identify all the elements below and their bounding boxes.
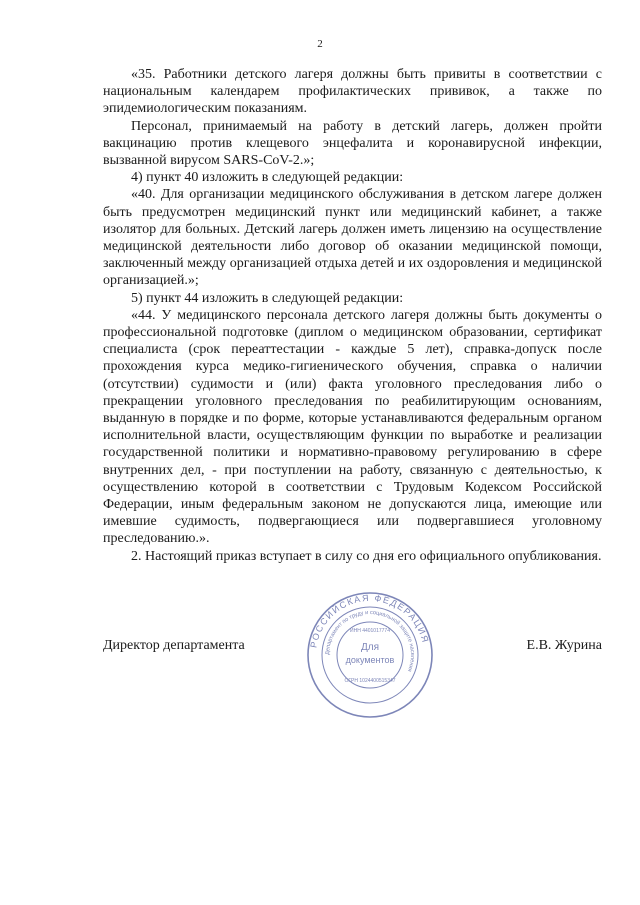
page-number: 2 bbox=[317, 38, 323, 50]
official-seal bbox=[305, 590, 435, 720]
seal-ogrn: ОГРН 1024400515347 bbox=[344, 678, 396, 684]
paragraph-40: «40. Для организации медицинского обслуживания в детском лагере должен быть предусмотрен медицинский пункт или медицинский кабинет, а также изолятор для больных. Детский лагерь должен иметь лицензию на осуществление медицинской деятельности либо договор об оказании медицинской помощи, заключенный между организацией отдыха детей и их оздоровления и медицинской организацией.»; bbox=[103, 187, 602, 289]
signer-title: Директор департамента bbox=[103, 638, 245, 653]
document-body bbox=[103, 66, 602, 565]
paragraph-44: «44. У медицинского персонала детского лагеря должны быть документы о профессиональной подготовке (диплом о медицинском образовании, сертификат специалиста (срок переаттестации - каждые 5 лет), справка-допуск после прохождения курса медико-гигиенического обучения, справка о наличии (отсутствии) судимости и (или) факта уголовного преследования либо о прекращении уголовного преследования по реабилитирующим основаниям, выданную в порядке и по форме, которые устанавливаются федеральным органом исполнительной власти, осуществляющим функции по выработке и реализации государственной политики и нормативно-правовому регулированию в сфере внутренних дел, - при поступлении на работу, связанную с деятельностью, к осуществлению которой в соответствии с Трудовым Кодексом Российской Федерации, иным федеральным законом не допускаются лица, имеющие или имевшие судимость, подвергающиеся или подвергавшиеся уголовному преследованию.». bbox=[103, 307, 602, 547]
seal-inner-text: Департамент по труду и социальной защите населения bbox=[324, 609, 416, 673]
seal-outer-text: РОССИЙСКАЯ ФЕДЕРАЦИЯ bbox=[308, 592, 431, 649]
seal-center-line1: Для bbox=[360, 642, 380, 653]
paragraph-personnel-vaccination: Персонал, принимаемый на работу в детский лагерь, должен пройти вакцинацию против клещевого энцефалита и коронавирусной инфекции, вызванной вирусом SARS-CoV-2.»; bbox=[103, 118, 602, 169]
paragraph-effective-date: 2. Настоящий приказ вступает в силу со дня его официального опубликования. bbox=[131, 548, 602, 564]
seal-inn: ИНН 4401017774 bbox=[349, 628, 391, 634]
paragraph-item-5: 5) пункт 44 изложить в следующей редакции: bbox=[131, 290, 404, 306]
seal-center-line2: документов bbox=[345, 655, 395, 665]
signer-name: Е.В. Журина bbox=[526, 638, 602, 653]
paragraph-35: «35. Работники детского лагеря должны быть привиты в соответствии с национальным календарем профилактических прививок, а также по эпидемиологическим показаниям. bbox=[103, 67, 602, 117]
paragraph-item-4: 4) пункт 40 изложить в следующей редакции: bbox=[131, 170, 404, 186]
seal-graphic bbox=[305, 590, 435, 720]
